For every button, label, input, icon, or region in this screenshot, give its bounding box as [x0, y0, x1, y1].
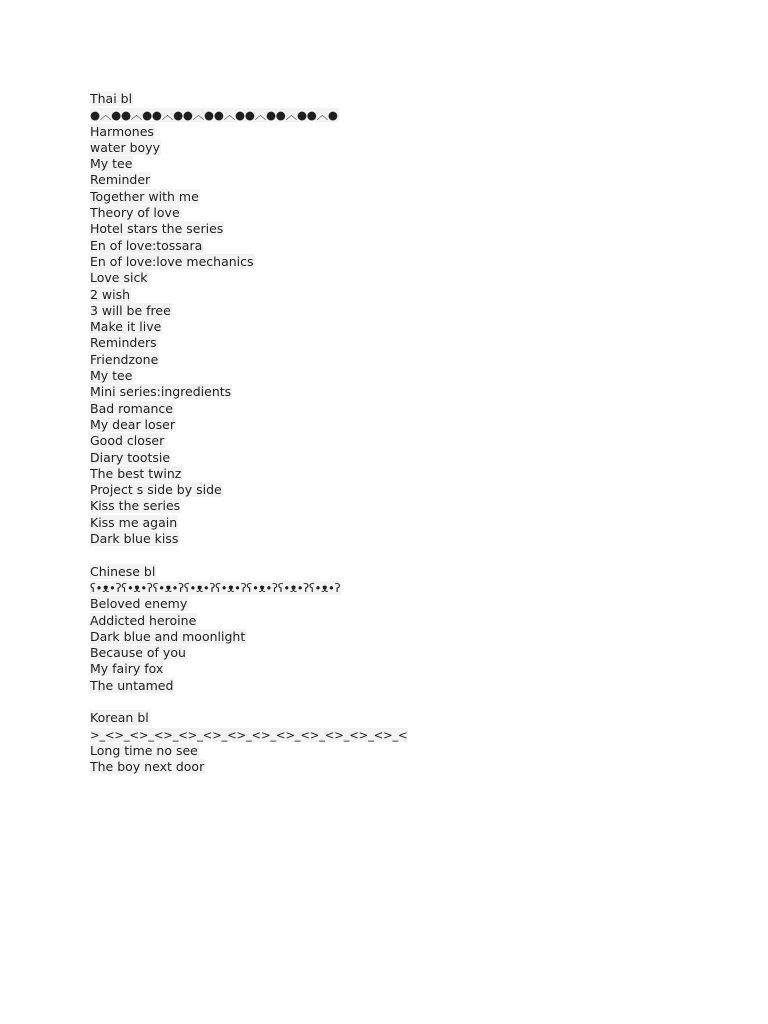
list-item: Long time no see: [90, 742, 198, 758]
section-divider: >_<>_<>_<>_<>_<>_<>_<>_<>_<>_<>_<>_<>_<: [90, 727, 408, 742]
list-item: My dear loser: [90, 416, 176, 432]
list-item: My tee: [90, 368, 133, 384]
list-item: Reminders: [90, 335, 157, 351]
section-divider: ●︿●●︿●●︿●●︿●●︿●●︿●●︿●●︿●: [90, 108, 338, 123]
section-heading: Korean bl: [90, 710, 149, 726]
list-item: 3 will be free: [90, 302, 171, 318]
list-item: Good closer: [90, 433, 165, 449]
list-item: Diary tootsie: [90, 449, 171, 465]
list-item: Bad romance: [90, 400, 173, 416]
section-divider: ʕ•ᴥ•ʔʕ•ᴥ•ʔʕ•ᴥ•ʔʕ•ᴥ•ʔʕ•ᴥ•ʔʕ•ᴥ•ʔʕ•ᴥ•ʔʕ•ᴥ•ʔ: [90, 580, 341, 595]
section-heading: Thai bl: [90, 91, 133, 106]
title-list: [90, 743, 690, 776]
list-item: Because of you: [90, 645, 186, 661]
list-item: Project s side by side: [90, 482, 222, 498]
list-item: En of love:love mechanics: [90, 253, 254, 269]
list-item: The untamed: [90, 677, 174, 693]
list-item: My tee: [90, 156, 133, 172]
list-item: Reminder: [90, 172, 151, 188]
list-item: Beloved enemy: [90, 596, 188, 612]
list-item: My fairy fox: [90, 661, 164, 677]
list-item: Together with me: [90, 188, 199, 204]
list-item: The boy next door: [90, 759, 205, 775]
list-item: Hotel stars the series: [90, 221, 224, 237]
list-item: Dark blue and moonlight: [90, 628, 246, 644]
section-thai-bl: [90, 91, 690, 547]
list-item: Theory of love: [90, 205, 180, 221]
list-item: Harmones: [90, 123, 154, 139]
list-item: Friendzone: [90, 351, 159, 367]
list-item: Make it live: [90, 319, 162, 335]
section-heading: Chinese bl: [90, 563, 156, 579]
title-list: [90, 124, 690, 548]
list-item: Kiss the series: [90, 498, 181, 514]
section-chinese-bl: [90, 564, 690, 694]
list-item: Kiss me again: [90, 514, 178, 530]
list-item: 2 wish: [90, 286, 131, 302]
list-item: The best twinz: [90, 465, 182, 481]
list-item: water boyy: [90, 139, 160, 155]
list-item: En of love:tossara: [90, 237, 203, 253]
list-item: Mini series:ingredients: [90, 384, 232, 400]
document-body: [90, 91, 690, 775]
list-item: Love sick: [90, 270, 148, 286]
list-item: Addicted heroine: [90, 612, 197, 628]
section-korean-bl: [90, 710, 690, 775]
title-list: [90, 596, 690, 694]
list-item: Dark blue kiss: [90, 531, 179, 547]
